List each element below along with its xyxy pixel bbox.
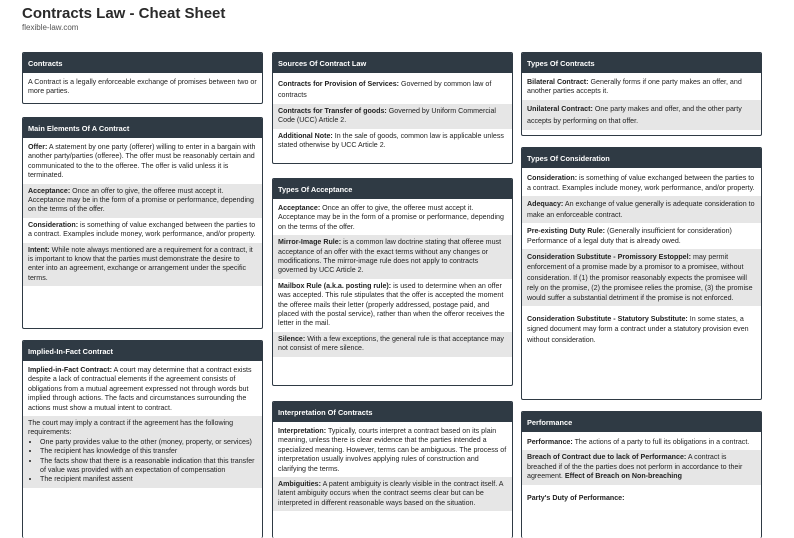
row-text: A court may determine that a contract exists despite a lack of contractual elements if the agreement consists of obligations from a mutual agreement expressed not through words but implied through actions. The facts and circumstances surrounding the actions must show a mutual intent to contract. <box>28 366 252 412</box>
acceptance-row <box>273 235 512 279</box>
row-label: Implied-in-Fact Contract: <box>28 366 112 374</box>
consideration-row <box>522 168 761 196</box>
performance-row <box>522 450 761 484</box>
acceptance-row <box>273 199 512 235</box>
row-text: Once an offer to give, the offeree must accept it. Acceptance may be in the form of a promise or performance, depending on the terms of the offer. <box>278 204 504 231</box>
card-title: Types Of Acceptance <box>273 179 512 199</box>
consideration-row <box>522 196 761 222</box>
element-row <box>23 184 262 218</box>
card-contracts <box>22 52 263 104</box>
contracts-text: A Contract is a legally enforceable exchange of promises between two or more parties. <box>28 78 257 96</box>
source-row <box>273 104 512 129</box>
row-label: Contracts for Transfer of goods: <box>278 107 387 115</box>
element-row <box>23 218 262 243</box>
row-text: (Generally insufficient for consideration) Performance of a legal duty that is already owed. <box>527 226 732 246</box>
element-row <box>23 138 262 184</box>
card-title: Types Of Contracts <box>522 53 761 73</box>
card-performance <box>521 411 762 538</box>
row-label: Party's Duty of Performance: <box>527 493 625 502</box>
row-label: Effect of Breach on Non-breaching <box>564 472 682 481</box>
row-label: Consideration: <box>527 174 578 182</box>
row-text: is used to determine when an offer was accepted. This rule stipulates that the offer is accepted the moment the offeree mails their letter (properly addressed, postage paid, and placed with the postal service), rather than when the offeror receives the letter in the mail. <box>278 281 505 328</box>
row-text: One party makes and offer, and the other party accepts by performing on that offer. <box>527 104 742 125</box>
row-label: Consideration: <box>28 220 79 229</box>
row-label: Mailbox Rule (a.k.a. posting rule): <box>278 281 392 290</box>
row-label: Bilateral Contract: <box>527 78 589 86</box>
row-label: Silence: <box>278 334 306 343</box>
row-label: Ambiguities: <box>278 480 321 489</box>
card-implied-in-fact <box>22 340 263 538</box>
interpretation-row <box>273 477 512 511</box>
consideration-row <box>522 249 761 306</box>
row-text: Governed by common law of contracts <box>278 80 492 99</box>
row-text: The actions of a party to full its obligations in a contract. <box>574 438 750 446</box>
row-label: Acceptance: <box>278 204 321 212</box>
card-title: Types Of Consideration <box>522 148 761 168</box>
row-text: is something of value exchanged between the parties to a contract. Examples include money, work performance, and/or property. <box>28 220 256 239</box>
row-label: Contracts for Provision of Services: <box>278 80 400 88</box>
row-text: Generally forms if one party makes an offer, and another parties accepts it. <box>527 78 742 96</box>
row-text: is a common law doctrine stating that offeree must acceptance of an offer with the exact terms without any changes or modifications. The mirror-image rule does not apply to contracts governed by UCC Article 2. <box>278 238 502 275</box>
card-types-of-acceptance <box>272 178 513 386</box>
site-url: flexible-law.com <box>22 23 79 32</box>
types-row <box>522 73 761 100</box>
row-label: Breach of Contract due to lack of Performance: <box>527 453 687 462</box>
types-row <box>522 100 761 130</box>
source-row <box>273 129 512 154</box>
element-row <box>23 243 262 287</box>
card-main-elements <box>22 117 263 329</box>
card-types-of-consideration <box>521 147 762 400</box>
row-label: Mirror-Image Rule: <box>278 238 342 247</box>
list-item: • One party provides value to the other (money, property, or services) <box>40 438 257 447</box>
card-title: Interpretation Of Contracts <box>273 402 512 422</box>
row-label: Interpretation: <box>278 427 327 435</box>
acceptance-row <box>273 332 512 357</box>
consideration-row <box>522 306 761 348</box>
implied-row <box>23 361 262 416</box>
implied-requirements <box>23 416 262 488</box>
source-row <box>273 73 512 104</box>
row-label: Consideration Substitute - Statutory Substitute: <box>527 315 688 324</box>
row-text: An exchange of value generally is adequate consideration to make an enforceable contract. <box>527 200 755 219</box>
row-label: Pre-existing Duty Rule: <box>527 226 606 235</box>
card-title: Performance <box>522 412 761 432</box>
row-text: In some states, a signed document may form a contract under a statutory provision even without consideration. <box>527 315 749 344</box>
interpretation-row <box>273 422 512 477</box>
row-text: While note always mentioned are a requirement for a contract, it is important to know that the parties must demonstrate the desire to enter into an agreement, exchange or arrangement under the specific terms. <box>28 245 253 282</box>
requirements-intro: The court may imply a contract if the agreement has the following requirements: <box>28 419 234 437</box>
card-title: Implied-In-Fact Contract <box>23 341 262 361</box>
card-title: Sources Of Contract Law <box>273 53 512 73</box>
row-text: Governed by Uniform Commercial Code (UCC) Article 2. <box>278 107 496 125</box>
row-text: A patent ambiguity is clearly visible in the contract itself. A latent ambiguity occurs when the contract seems clear but can be interpreted in different reasonable ways based on the situation. <box>278 480 504 507</box>
row-label: Consideration Substitute - Promissory Estoppel: <box>527 253 691 262</box>
row-text: is something of value exchanged between the parties to a contract. Examples include money, work performance, and/or property. <box>527 174 755 193</box>
consideration-row <box>522 223 761 249</box>
row-text: Once an offer to give, the offeree must accept it. Acceptance may be in the form of a promise or performance, depending on the terms of the offer. <box>28 186 254 214</box>
row-label: Adequacy: <box>527 200 564 209</box>
page-title: Contracts Law - Cheat Sheet <box>22 5 226 22</box>
row-label: Acceptance: <box>28 186 71 195</box>
list-item: • The facts show that there is a reasonable indication that this transfer of value was provided with an expectation of compensation <box>40 457 257 476</box>
acceptance-row <box>273 279 512 332</box>
performance-row <box>522 432 761 450</box>
performance-row <box>522 485 761 506</box>
requirements-list <box>40 438 257 485</box>
row-text: A contract is breached if of the the parties does not perform in accordance to their agreement. <box>527 453 743 481</box>
card-title: Main Elements Of A Contract <box>23 118 262 138</box>
card-title: Contracts <box>23 53 262 73</box>
row-label: Intent: <box>28 245 50 254</box>
row-label: Performance: <box>527 438 573 446</box>
card-sources <box>272 52 513 164</box>
row-label: Offer: <box>28 143 48 151</box>
row-text: may permit enforcement of a promise made by a promisor to a promisee, without consideration. If (1) the promisor reasonably expects the promisee will rely on the promise, (2) the promisee relies the promise, (3) the promise would suffer a substantial detriment if the promise is not enforced. <box>527 253 753 303</box>
card-types-of-contracts <box>521 52 762 136</box>
card-interpretation <box>272 401 513 538</box>
row-label: Unilateral Contract: <box>527 104 593 113</box>
row-text: With a few exceptions, the general rule is that acceptance may not consist of mere silence. <box>278 334 504 353</box>
list-item: • The recipient manifest assent <box>40 475 257 484</box>
row-text: In the sale of goods, common law is applicable unless stated otherwise by UCC Article 2. <box>278 131 504 150</box>
list-item: • The recipient has knowledge of this transfer <box>40 447 257 456</box>
row-text: Typically, courts interpret a contract based on its plain meaning, unless there is clear evidence that the parties intended a specialized meaning. However, terms can be ambiguous. The process of interpretation usually involves applying rules of construction and clarifying the terms. <box>278 427 507 473</box>
row-text: A statement by one party (offerer) willing to enter in a bargain with another party/parties (offeree). The offer must be reasonably certain and communicated to the to the offeree. The offer is valid unless it is terminated. <box>28 143 256 180</box>
row-label: Additional Note: <box>278 131 333 140</box>
